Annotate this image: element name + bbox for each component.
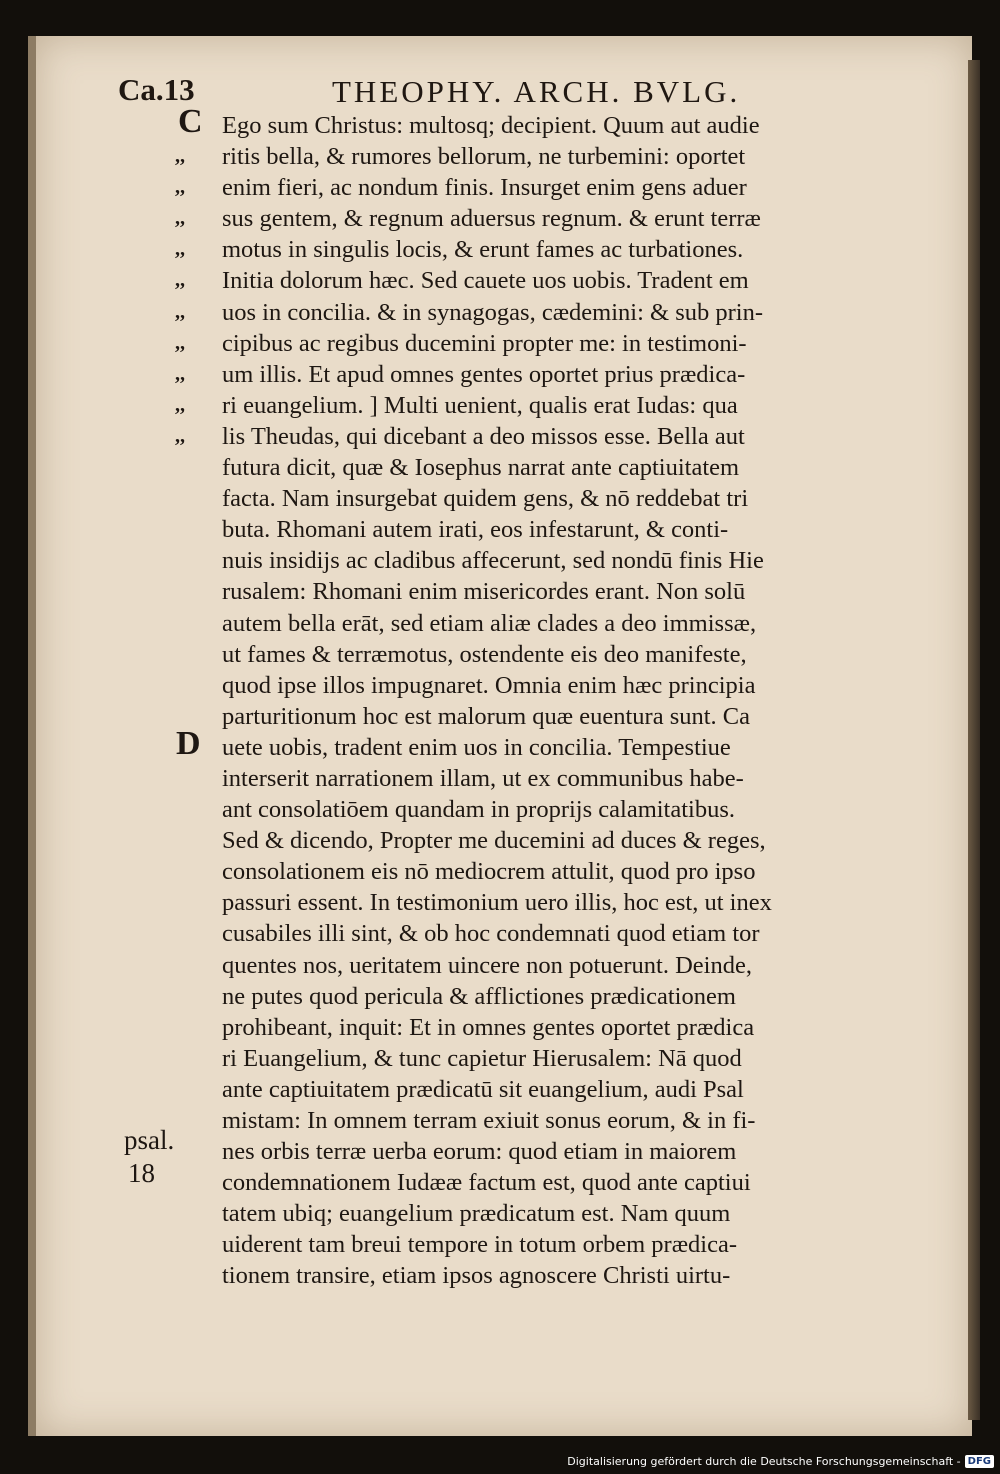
quote-mark: ,, (175, 331, 185, 354)
text-line: tatem ubiq; euangelium prædicatum est. Nam quum (222, 1200, 731, 1228)
text-line: um illis. Et apud omnes gentes oportet prius prædica- (222, 360, 746, 388)
text-line: prohibeant, inquit: Et in omnes gentes oportet prædica (222, 1013, 755, 1041)
text-line: mistam: In omnem terram exiuit sonus eorum, & in fi- (222, 1107, 756, 1134)
text-line: motus in singulis locis, & erunt fames ac turbationes. (222, 236, 744, 264)
text-line: Ego sum Christus: multosq; decipient. Quum aut audie (222, 112, 760, 139)
quote-mark: ,, (175, 145, 185, 168)
text-line: lis Theudas, qui dicebant a deo missos esse. Bella aut (222, 422, 745, 450)
text-line: ant consolatiōem quandam in proprijs calamitatibus. (222, 796, 736, 824)
text-line: Sed & dicendo, Propter me ducemini ad duces & reges, (222, 827, 766, 855)
text-line: uos in concilia. & in synagogas, cædemini: & sub prin- (222, 298, 763, 326)
quote-mark: ,, (175, 269, 185, 292)
text-line: sus gentem, & regnum aduersus regnum. & erunt terræ (222, 205, 761, 233)
quote-mark: ,, (175, 424, 185, 447)
running-header (118, 72, 918, 112)
margin-note-number: 18 (128, 1158, 155, 1188)
running-title: THEOPHY. ARCH. BVLG. (332, 74, 741, 109)
text-line: parturitionum hoc est malorum quæ euentura sunt. Ca (222, 702, 751, 730)
text-line: ritis bella, & rumores bellorum, ne turbemini: oportet (222, 143, 746, 171)
quote-mark: ,, (175, 207, 185, 230)
text-line: tionem transire, etiam ipsos agnoscere Christi uirtu- (222, 1262, 731, 1290)
text-line: ri Euangelium, & tunc capietur Hierusalem: Nā quod (222, 1044, 742, 1072)
text-line: cusabiles illi sint, & ob hoc condemnati quod etiam tor (222, 920, 760, 948)
quotation-marks-column (175, 110, 215, 452)
text-line: passuri essent. In testimonium uero illis, hoc est, ut inex (222, 889, 772, 917)
text-line: nuis insidijs ac cladibus affecerunt, sed nondū finis Hie (222, 547, 764, 575)
text-line: ut fames & terræmotus, ostendente eis deo manifeste, (222, 640, 747, 668)
text-line: autem bella erāt, sed etiam aliæ clades a deo immissæ, (222, 609, 757, 637)
footer-text: Digitalisierung gefördert durch die Deutsche Forschungsgemeinschaft - (567, 1454, 961, 1468)
text-line: quentes nos, ueritatem uincere non potuerunt. Deinde, (222, 951, 752, 979)
text-line: nes orbis terræ uerba eorum: quod etiam in maiorem (222, 1138, 737, 1166)
quote-mark: ,, (175, 393, 185, 416)
text-line: ri euangelium. ] Multi uenient, qualis erat Iudas: qua (222, 391, 738, 419)
text-line: buta. Rhomani autem irati, eos infestarunt, & conti- (222, 516, 729, 544)
quote-mark: ,, (175, 238, 185, 261)
text-line: enim fieri, ac nondum finis. Insurget enim gens aduer (222, 174, 747, 202)
page-edge (968, 60, 980, 1420)
text-line: interserit narrationem illam, ut ex communibus habe- (222, 764, 744, 792)
text-line: Initia dolorum hæc. Sed cauete uos uobis. Tradent em (222, 267, 749, 295)
text-line: consolationem eis nō mediocrem attulit, quod pro ipso (222, 858, 756, 886)
text-line: uiderent tam breui tempore in totum orbem prædica- (222, 1231, 738, 1259)
text-line: ante captiuitatem prædicatū sit euangelium, audi Psal (222, 1075, 744, 1103)
text-line: rusalem: Rhomani enim misericordes erant. Non solū (222, 578, 746, 606)
quote-mark: ,, (175, 176, 185, 199)
text-line: uete uobis, tradent enim uos in concilia. Tempestiue (222, 733, 731, 761)
text-line: condemnationem Iudææ factum est, quod ante captiui (222, 1169, 751, 1197)
margin-note-psalm: psal. (124, 1125, 175, 1155)
section-letter-c: C (178, 103, 203, 140)
section-letter-d: D (176, 725, 201, 762)
dfg-logo: DFG (965, 1455, 994, 1468)
text-line: cipibus ac regibus ducemini propter me: in testimoni- (222, 329, 747, 357)
quote-mark: ,, (175, 362, 185, 385)
quote-mark: ,, (175, 300, 185, 323)
text-line: quod ipse illos impugnaret. Omnia enim hæc principia (222, 671, 756, 699)
digitization-footer (567, 1452, 994, 1470)
text-line: ne putes quod pericula & afflictiones prædicationem (222, 982, 736, 1010)
text-line: facta. Nam insurgebat quidem gens, & nō reddebat tri (222, 485, 749, 513)
chapter-number: Ca.13 (118, 72, 195, 107)
text-line: futura dicit, quæ & Iosephus narrat ante captiuitatem (222, 454, 740, 482)
body-text (222, 110, 922, 1292)
